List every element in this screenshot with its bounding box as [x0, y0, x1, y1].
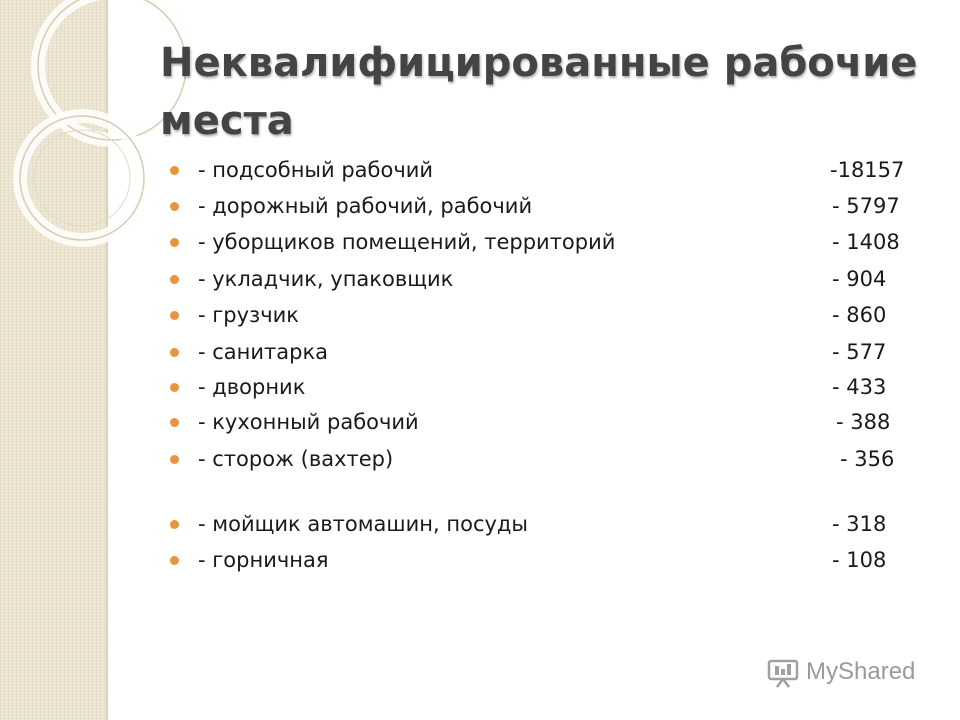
job-title: - дорожный рабочий, рабочий	[198, 194, 533, 218]
job-title: - санитарка	[198, 340, 329, 364]
job-title: - сторож (вахтер)	[198, 447, 394, 471]
job-count: - 318	[832, 512, 887, 536]
list-item	[160, 510, 920, 540]
list-item	[160, 373, 920, 403]
bullet-icon	[170, 556, 179, 565]
job-count: - 860	[832, 303, 887, 327]
bullet-icon	[170, 520, 179, 529]
bullet-icon	[170, 418, 179, 427]
list-item	[160, 408, 920, 438]
bullet-icon	[170, 166, 179, 175]
job-title: - дворник	[198, 375, 306, 399]
job-title: - кухонный рабочий	[198, 410, 419, 434]
job-title: - уборщиков помещений, территорий	[198, 230, 616, 254]
job-title: - подсобный рабочий	[198, 158, 434, 182]
job-count: - 108	[832, 548, 887, 572]
job-count: - 433	[832, 375, 887, 399]
slide-title: Неквалифицированные рабочие места	[160, 40, 918, 144]
list-item	[160, 338, 920, 368]
bullet-icon	[170, 275, 179, 284]
list-item	[160, 265, 920, 295]
bullet-icon	[170, 238, 179, 247]
presentation-board-icon	[766, 658, 800, 688]
job-title: - укладчик, упаковщик	[198, 267, 454, 291]
list-item	[160, 156, 920, 186]
job-count: - 356	[840, 447, 895, 471]
job-count: - 388	[836, 410, 891, 434]
myshared-watermark	[766, 656, 926, 690]
bullet-icon	[170, 202, 179, 211]
watermark-text: MyShared	[806, 658, 916, 685]
job-count: - 5797	[832, 194, 900, 218]
job-count: - 577	[832, 340, 887, 364]
job-count: - 904	[832, 267, 887, 291]
job-title: - мойщик автомашин, посуды	[198, 512, 529, 536]
job-count: - 1408	[832, 230, 900, 254]
bullet-icon	[170, 383, 179, 392]
bullet-icon	[170, 348, 179, 357]
list-item	[160, 546, 920, 576]
list-item	[160, 301, 920, 331]
list-item	[160, 192, 920, 222]
job-count: -18157	[830, 158, 905, 182]
list-item	[160, 445, 920, 475]
bullet-icon	[170, 455, 179, 464]
list-item	[160, 228, 920, 258]
job-title: - грузчик	[198, 303, 299, 327]
bullet-icon	[170, 311, 179, 320]
job-title: - горничная	[198, 548, 329, 572]
